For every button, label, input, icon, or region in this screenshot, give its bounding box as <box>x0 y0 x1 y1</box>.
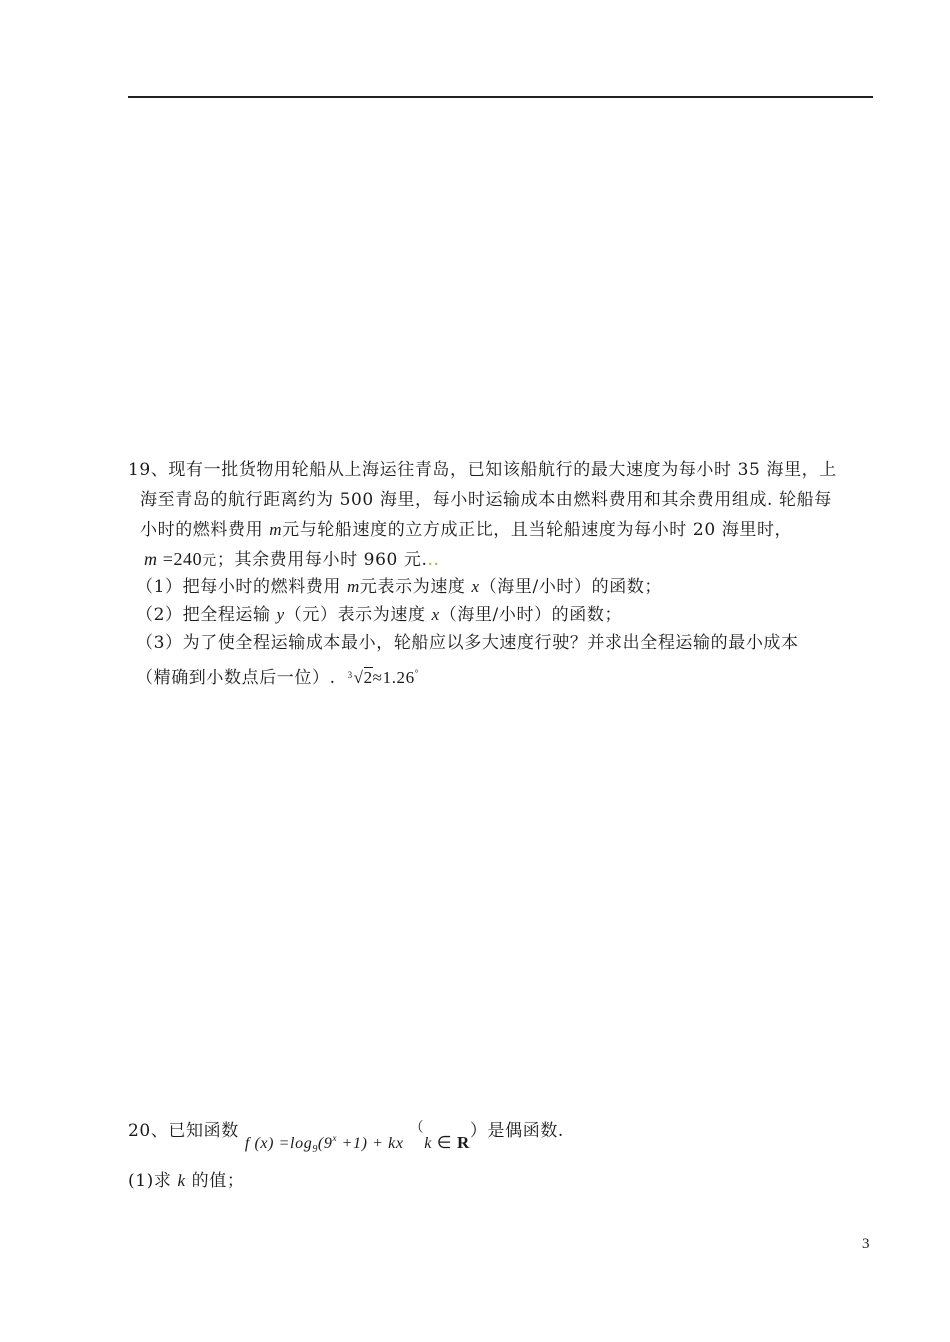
approx-value: ≈1.26 <box>372 668 415 687</box>
function-expression <box>244 1133 404 1155</box>
q20-var-k: k <box>177 1171 186 1190</box>
log-arg-b: +1) + kx <box>337 1135 404 1152</box>
q20-part1-a: (1)求 <box>128 1171 178 1191</box>
root-index: 3 <box>347 670 353 680</box>
cond-R: R <box>457 1133 470 1152</box>
q19-text-4d: ；其余费用每小时 960 元. <box>216 550 428 570</box>
part1-text-b: 元表示为速度 <box>359 577 472 597</box>
cond-k: k <box>424 1135 432 1152</box>
q19-line-4 <box>144 548 440 573</box>
part2-var-y: y <box>276 605 285 624</box>
part3-note-text: （精确到小数点后一位）. <box>136 668 336 688</box>
cube-root-expression: 3 √2≈1.26° <box>348 668 419 687</box>
part1-var-x: x <box>471 577 480 596</box>
q20-line-1 <box>128 1115 564 1155</box>
q19-line-3 <box>140 519 792 541</box>
q19-part-1 <box>136 576 662 598</box>
q19-text-2: 海至青岛的航行距离约为 500 海里，每小时运输成本由燃料费用和其余费用组成. 轮船每 <box>140 490 832 510</box>
fx-log: f (x) =log <box>244 1135 313 1152</box>
q19-text-1: 19、现有一批货物用轮船从上海运往青岛，已知该船航行的最大速度为每小时 35 海里，上 <box>128 460 837 480</box>
header-rule <box>128 96 873 98</box>
q19-part-3-note <box>136 662 419 689</box>
q19-line-2 <box>140 489 832 511</box>
value-240: =240 <box>157 549 203 569</box>
part2-text-c: （海里/小时）的函数； <box>439 605 623 625</box>
q19-part-3 <box>136 632 799 654</box>
q20-intro: 20、已知函数 <box>128 1121 239 1141</box>
var-m: m <box>269 520 283 539</box>
q20-part-1 <box>128 1170 244 1192</box>
q20-even-text: ）是偶函数. <box>469 1121 564 1141</box>
part1-var-m: m <box>347 577 360 596</box>
q19-part-2 <box>136 604 622 626</box>
log-arg-a: (9 <box>317 1135 333 1152</box>
part3-text: （3）为了使全程运输成本最小，轮船应以多大速度行驶？并求出全程运输的最小成本 <box>136 633 799 653</box>
part2-text-b: （元）表示为速度 <box>284 605 432 625</box>
part1-text-a: （1）把每小时的燃料费用 <box>136 577 348 597</box>
part2-var-x: x <box>431 605 440 624</box>
q20-part1-b: 的值； <box>185 1171 245 1191</box>
part1-text-c: （海里/小时）的函数； <box>479 577 663 597</box>
end-mark: ° <box>414 668 419 678</box>
log-exponent: x <box>332 1133 338 1143</box>
cond-in: ∈ <box>431 1133 458 1152</box>
cond-open: （ <box>409 1120 425 1136</box>
q19-line-1 <box>128 459 837 481</box>
q19-text-3a: 小时的燃料费用 <box>140 520 270 540</box>
edit-mark-icon: .. <box>427 550 440 570</box>
log-base: 9 <box>312 1144 318 1155</box>
q19-text-3b: 元与轮船速度的立方成正比，且当轮船速度为每小时 20 海里时， <box>282 520 793 540</box>
part2-text-a: （2）把全程运输 <box>136 605 277 625</box>
var-m-eq: m <box>144 549 158 569</box>
unit-yuan: 元 <box>202 554 217 569</box>
radicand: 2 <box>363 668 373 687</box>
page-number: 3 <box>862 1236 870 1252</box>
